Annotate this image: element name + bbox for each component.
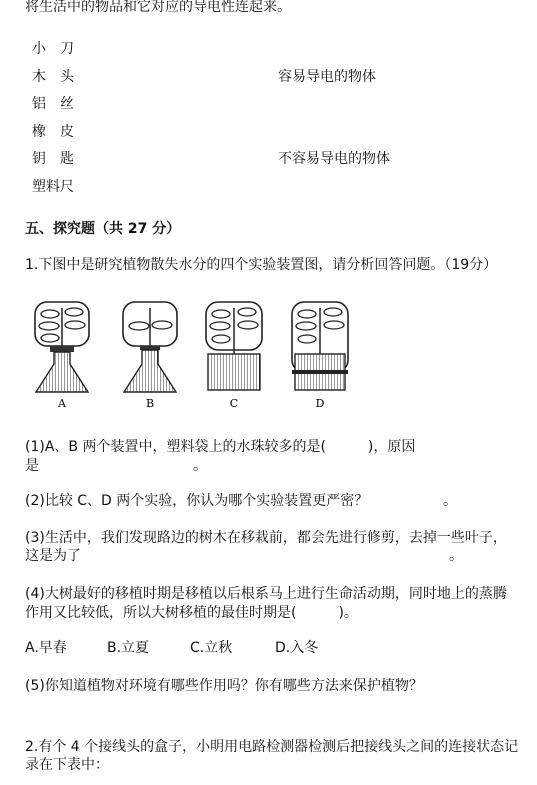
plant-experiment-figure	[22, 298, 362, 413]
matching-instruction: 将生活中的物品和它对应的导电性连起来。	[25, 0, 291, 15]
q1-sub3-line2: 这是为了	[25, 548, 81, 564]
item-eraser: 橡 皮	[32, 124, 74, 140]
figure-label-c: C	[229, 397, 239, 410]
q1-sub1-line1: (1)A、B 两个装置中，塑料袋上的水珠较多的是( )，原因	[25, 439, 416, 455]
item-aluminum-wire: 铝 丝	[32, 96, 74, 112]
figure-label-d: D	[315, 397, 325, 410]
q1-sub4-line1: (4)大树最好的移植时期是移植以后根系马上进行生命活动期，同时地上的蒸腾	[25, 586, 507, 602]
apparatus-b	[123, 302, 177, 392]
item-key: 钥 匙	[32, 151, 74, 167]
apparatus-a	[35, 302, 89, 392]
q1-sub5: (5)你知道植物对环境有哪些作用吗？你有哪些方法来保护植物？	[25, 678, 423, 694]
figure-label-a: A	[58, 397, 66, 410]
category-conductive: 容易导电的物体	[278, 69, 376, 85]
q1-sub1-end: 。	[193, 458, 207, 474]
q1-sub4-line2: 作用又比较低，所以大树移植的最佳时期是( )。	[25, 605, 358, 621]
option-c: C.立秋	[190, 640, 233, 656]
option-b: B.立夏	[107, 640, 150, 656]
q2-line1: 2.有个 4 个接线头的盒子，小明用电路检测器检测后把接线头之间的连接状态记	[25, 739, 519, 755]
option-a: A.早春	[25, 640, 67, 656]
apparatus-c	[206, 302, 262, 390]
category-nonconductive: 不容易导电的物体	[278, 151, 390, 167]
q2-line2: 录在下表中：	[25, 757, 109, 773]
q1-sub3-line1: (3)生活中，我们发现路边的树木在移栽前，都会先进行修剪，去掉一些叶子，	[25, 530, 507, 546]
item-plastic-ruler: 塑料尺	[32, 179, 74, 195]
q1-sub2-end: 。	[443, 493, 457, 509]
item-knife: 小 刀	[32, 41, 74, 57]
item-wood: 木 头	[32, 69, 74, 85]
apparatus-d	[292, 302, 348, 390]
q1-sub3-end: 。	[449, 548, 463, 564]
q1-sub2: (2)比较 C、D 两个实验，你认为哪个实验装置更严密？	[25, 493, 369, 509]
option-d: D.入冬	[275, 640, 319, 656]
q1-prompt: 1.下图中是研究植物散失水分的四个实验装置图，请分析回答问题。（19分）	[25, 257, 498, 273]
section-title: 五、探究题（共 27 分）	[25, 221, 181, 237]
q1-sub1-line2: 是	[25, 458, 39, 474]
figure-label-b: B	[145, 397, 155, 410]
